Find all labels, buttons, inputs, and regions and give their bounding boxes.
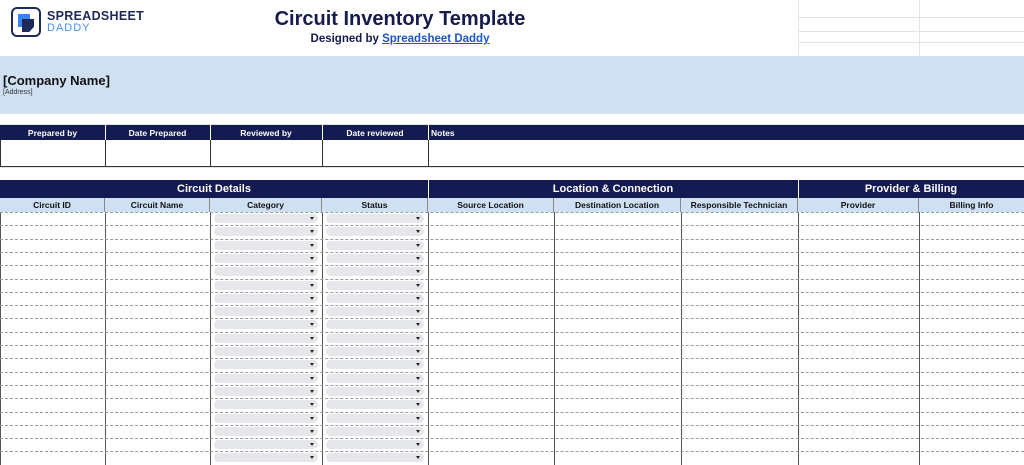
dropdown-arrow-icon <box>310 217 314 220</box>
dropdown-arrow-icon <box>310 417 314 420</box>
notes-input[interactable] <box>429 140 1024 167</box>
dropdown-arrow-icon <box>416 456 420 459</box>
col-destination-location: Destination Location <box>554 198 681 212</box>
category-dropdown[interactable] <box>214 281 318 290</box>
col-category: Category <box>210 198 322 212</box>
dropdown-arrow-icon <box>310 430 314 433</box>
company-band <box>0 56 1024 113</box>
date-prepared-header: Date Prepared <box>128 127 187 138</box>
status-dropdown[interactable] <box>326 440 424 449</box>
dropdown-arrow-icon <box>416 417 420 420</box>
row-gridline <box>0 438 1024 439</box>
date-prepared-input[interactable] <box>106 140 211 167</box>
row-gridline <box>0 212 1024 213</box>
col-circuit-id: Circuit ID <box>0 198 105 212</box>
category-dropdown[interactable] <box>214 400 318 409</box>
notes-header: Notes <box>431 127 455 138</box>
status-dropdown[interactable] <box>326 254 424 263</box>
row-gridline <box>0 279 1024 280</box>
status-dropdown[interactable] <box>326 267 424 276</box>
subtitle-prefix: Designed by <box>310 33 383 45</box>
row-gridline <box>0 372 1024 373</box>
category-dropdown[interactable] <box>214 387 318 396</box>
sheet-gridline <box>0 113 1024 114</box>
category-dropdown[interactable] <box>214 453 318 462</box>
company-name-cell[interactable]: [Company Name] <box>3 73 110 88</box>
dropdown-arrow-icon <box>416 284 420 287</box>
dropdown-arrow-icon <box>310 403 314 406</box>
category-dropdown[interactable] <box>214 214 318 223</box>
column-gridline <box>105 212 106 465</box>
status-dropdown[interactable] <box>326 360 424 369</box>
dropdown-arrow-icon <box>310 456 314 459</box>
row-gridline <box>0 385 1024 386</box>
column-gridline <box>210 212 211 465</box>
dropdown-arrow-icon <box>416 230 420 233</box>
category-dropdown[interactable] <box>214 334 318 343</box>
category-dropdown[interactable] <box>214 254 318 263</box>
group-provider-billing: Provider & Billing <box>864 183 958 195</box>
category-dropdown[interactable] <box>214 414 318 423</box>
dropdown-arrow-icon <box>310 337 314 340</box>
column-gridline <box>428 212 429 465</box>
page-title: Circuit Inventory Template <box>274 8 526 30</box>
dropdown-arrow-icon <box>310 284 314 287</box>
dropdown-arrow-icon <box>310 350 314 353</box>
status-dropdown[interactable] <box>326 241 424 250</box>
dropdown-arrow-icon <box>416 377 420 380</box>
column-gridline <box>322 212 323 465</box>
column-gridline <box>681 212 682 465</box>
dropdown-arrow-icon <box>310 443 314 446</box>
category-dropdown[interactable] <box>214 374 318 383</box>
row-gridline <box>0 239 1024 240</box>
status-dropdown[interactable] <box>326 427 424 436</box>
status-dropdown[interactable] <box>326 347 424 356</box>
prepared-by-header: Prepared by <box>27 127 78 138</box>
dropdown-arrow-icon <box>416 217 420 220</box>
dropdown-arrow-icon <box>310 244 314 247</box>
category-dropdown[interactable] <box>214 427 318 436</box>
row-gridline <box>0 225 1024 226</box>
dropdown-arrow-icon <box>310 297 314 300</box>
brand-subname: DADDY <box>47 22 91 34</box>
row-gridline <box>0 305 1024 306</box>
reviewed-by-input[interactable] <box>211 140 323 167</box>
dropdown-arrow-icon <box>416 430 420 433</box>
category-dropdown[interactable] <box>214 360 318 369</box>
sheet-gridline <box>798 31 1024 32</box>
dropdown-arrow-icon <box>310 230 314 233</box>
group-circuit-details: Circuit Details <box>177 183 251 195</box>
sheet-gridline <box>798 17 1024 18</box>
col-circuit-name: Circuit Name <box>105 198 210 212</box>
dropdown-arrow-icon <box>416 443 420 446</box>
status-dropdown[interactable] <box>326 294 424 303</box>
row-gridline <box>0 412 1024 413</box>
dropdown-arrow-icon <box>310 390 314 393</box>
dropdown-arrow-icon <box>416 297 420 300</box>
col-provider: Provider <box>798 198 919 212</box>
status-dropdown[interactable] <box>326 334 424 343</box>
column-gridline <box>919 212 920 465</box>
dropdown-arrow-icon <box>416 350 420 353</box>
date-reviewed-header: Date reviewed <box>346 127 404 138</box>
col-source-location: Source Location <box>428 198 554 212</box>
col-responsible-technician: Responsible Technician <box>681 198 798 212</box>
category-dropdown[interactable] <box>214 241 318 250</box>
row-gridline <box>0 252 1024 253</box>
status-dropdown[interactable] <box>326 414 424 423</box>
dropdown-arrow-icon <box>416 403 420 406</box>
status-dropdown[interactable] <box>326 374 424 383</box>
dropdown-arrow-icon <box>416 337 420 340</box>
spreadsheet-daddy-link[interactable]: Spreadsheet Daddy <box>382 33 490 45</box>
row-gridline <box>0 292 1024 293</box>
category-dropdown[interactable] <box>214 320 318 329</box>
row-gridline <box>0 332 1024 333</box>
column-gridline <box>798 212 799 465</box>
col-billing-info: Billing Info <box>949 200 994 210</box>
dropdown-arrow-icon <box>310 270 314 273</box>
dropdown-arrow-icon <box>310 323 314 326</box>
category-dropdown[interactable] <box>214 347 318 356</box>
row-gridline <box>0 451 1024 452</box>
dropdown-arrow-icon <box>416 270 420 273</box>
dropdown-arrow-icon <box>416 244 420 247</box>
row-gridline <box>0 425 1024 426</box>
column-gridline <box>554 212 555 465</box>
prepared-by-input[interactable] <box>0 140 106 167</box>
row-gridline <box>0 398 1024 399</box>
category-dropdown[interactable] <box>214 294 318 303</box>
brand-name: SPREADSHEET <box>47 9 145 23</box>
status-dropdown[interactable] <box>326 453 424 462</box>
dropdown-arrow-icon <box>416 390 420 393</box>
reviewed-by-header: Reviewed by <box>240 127 292 138</box>
dropdown-arrow-icon <box>416 310 420 313</box>
sheet-gridline <box>798 42 1024 43</box>
sheet-gridline <box>0 167 1024 168</box>
row-gridline <box>0 318 1024 319</box>
row-gridline <box>0 358 1024 359</box>
category-dropdown[interactable] <box>214 267 318 276</box>
group-location-connection: Location & Connection <box>552 183 674 195</box>
dropdown-arrow-icon <box>310 257 314 260</box>
column-gridline <box>0 212 1 465</box>
date-reviewed-input[interactable] <box>323 140 429 167</box>
status-dropdown[interactable] <box>326 400 424 409</box>
dropdown-arrow-icon <box>310 377 314 380</box>
category-dropdown[interactable] <box>214 307 318 316</box>
dropdown-arrow-icon <box>416 363 420 366</box>
status-dropdown[interactable] <box>326 320 424 329</box>
status-dropdown[interactable] <box>326 307 424 316</box>
col-status: Status <box>322 198 428 212</box>
category-dropdown[interactable] <box>214 440 318 449</box>
dropdown-arrow-icon <box>310 310 314 313</box>
status-dropdown[interactable] <box>326 281 424 290</box>
row-gridline <box>0 265 1024 266</box>
sheet-gridline <box>919 0 920 56</box>
dropdown-arrow-icon <box>310 363 314 366</box>
category-dropdown[interactable] <box>214 227 318 236</box>
status-dropdown[interactable] <box>326 387 424 396</box>
row-gridline <box>0 345 1024 346</box>
dropdown-arrow-icon <box>416 323 420 326</box>
dropdown-arrow-icon <box>416 257 420 260</box>
company-address-cell[interactable]: [Address] <box>3 89 33 96</box>
status-dropdown[interactable] <box>326 227 424 236</box>
status-dropdown[interactable] <box>326 214 424 223</box>
page-subtitle <box>0 33 800 45</box>
